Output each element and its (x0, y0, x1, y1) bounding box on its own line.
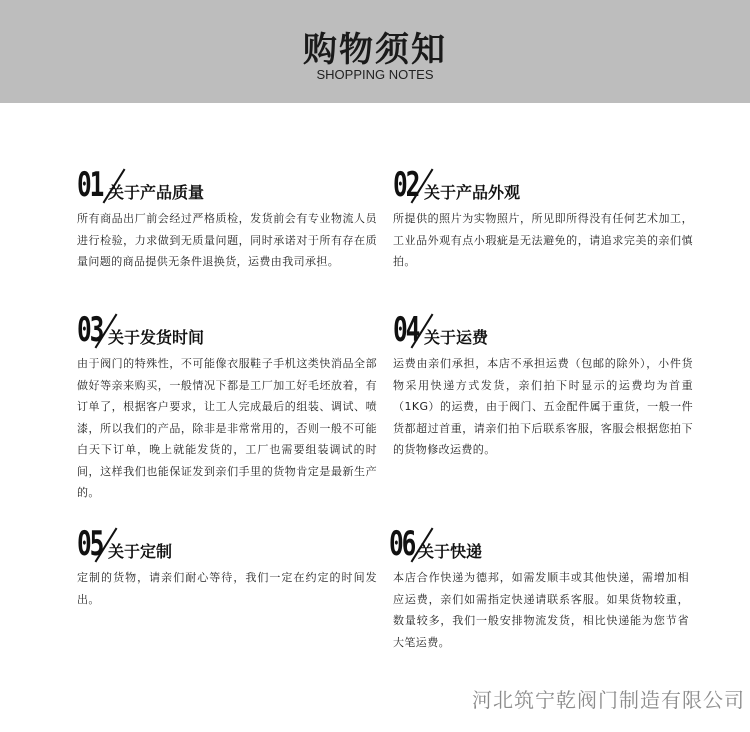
notice-number: 06 (389, 524, 415, 564)
notice-number: 01 (77, 165, 103, 205)
company-name: 河北筑宁乾阀门制造有限公司 (472, 688, 745, 712)
notice-heading (393, 165, 693, 208)
notice-body: 本店合作快递为德邦，如需发顺丰或其他快递，需增加相应运费，亲们如需指定快递请联系客服。如果货物较重，数量较多，我们一般安排物流发货，相比快递能为您节省大笔运费。 (393, 571, 689, 649)
notice-body: 所提供的照片为实物照片，所见即所得没有任何艺术加工，工业品外观有点小瑕疵是无法避免的，请追求完美的亲们慎拍。 (393, 212, 693, 268)
notice-appearance (393, 165, 693, 273)
notice-heading (393, 310, 693, 353)
notice-body: 所有商品出厂前会经过严格质检，发货前会有专业物流人员进行检验，力求做到无质量问题，同时承诺对于所有存在质量问题的商品提供无条件退换货，运费由我司承担。 (77, 212, 377, 268)
notice-title: 关于定制 (108, 542, 173, 561)
notice-body: 运费由亲们承担，本店不承担运费（包邮的除外），小件货物采用快递方式发货，亲们拍下时显示的运费均为首重（1KG）的运费，由于阀门、五金配件属于重货，一般一件货都超过首重，请亲们拍下后联系客服，客服会根据您拍下的货物修改运费的。 (393, 357, 693, 456)
notice-custom (77, 524, 377, 610)
notice-title: 关于产品外观 (424, 183, 521, 202)
notice-title: 关于快递 (418, 542, 483, 561)
notice-body: 定制的货物，请亲们耐心等待，我们一定在约定的时间发出。 (77, 571, 377, 606)
notice-number: 05 (77, 524, 103, 564)
notice-title: 关于产品质量 (108, 183, 205, 202)
notice-title: 关于运费 (424, 328, 489, 347)
notice-quality (77, 165, 377, 273)
notice-title: 关于发货时间 (108, 328, 205, 347)
notice-shipping-fee (393, 310, 693, 461)
notice-heading (77, 524, 377, 567)
notice-number: 03 (77, 310, 103, 350)
notice-number: 04 (393, 310, 419, 350)
page-subtitle: SHOPPING NOTES (316, 67, 434, 82)
notice-heading (77, 310, 377, 353)
notice-number: 02 (393, 165, 419, 205)
page-title: 购物须知 (303, 30, 447, 70)
notice-express (389, 524, 689, 653)
notice-heading (77, 165, 377, 208)
notice-shipping-time (77, 310, 377, 504)
header-banner (0, 0, 750, 103)
notice-body: 由于阀门的特殊性，不可能像衣服鞋子手机这类快消品全部做好等亲来购买，一般情况下都是工厂加工好毛坯放着，有订单了，根据客户要求，让工人完成最后的组装、调试、喷漆，所以我们的产品，除非是非常常用的，否则一般不可能白天下订单，晚上就能发货的，工厂也需要组装调试的时间，这样我们也能保证发到亲们手里的货物肯定是最新生产的。 (77, 357, 377, 499)
notice-heading (389, 524, 689, 567)
